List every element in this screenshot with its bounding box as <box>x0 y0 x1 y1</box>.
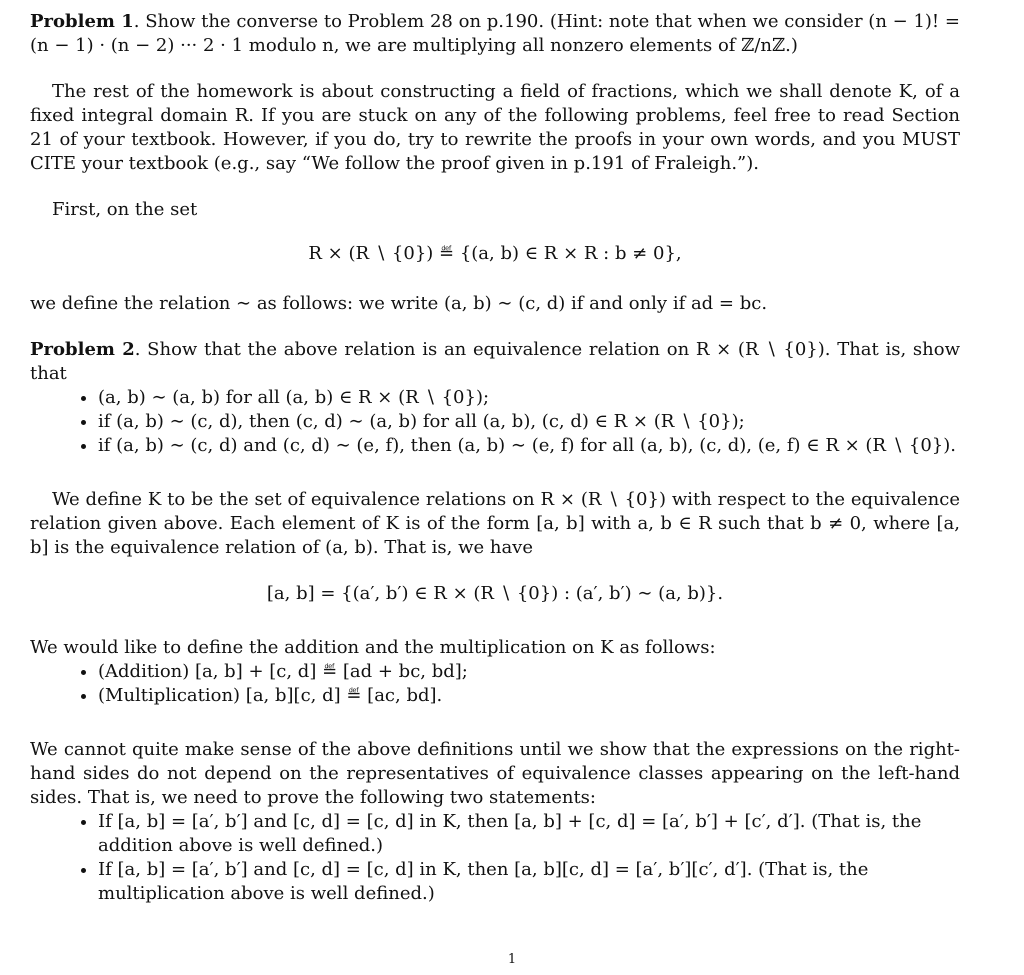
operations-paragraph: We would like to define the addition and the multiplication on K as follows: <box>30 637 716 658</box>
page-number: 1 <box>507 952 517 967</box>
well-defined-list <box>30 810 960 906</box>
relation-definition: we define the relation ∼ as follows: we write (a, b) ∼ (c, d) if and only if ad = bc. <box>30 293 768 314</box>
define-k-paragraph: We define K to be the set of equivalence relations on R × (R ∖ {0}) with respect to the equivalence relation given above. Each element of K is of the form [a, b] with a, b ∈ R such that b ≠ 0, where [a, b] is the equivalence relation of (a, b). That is, we have <box>30 489 960 558</box>
intro-paragraph: The rest of the homework is about constructing a field of fractions, which we shall denote K, of a fixed integral domain R. If you are stuck on any of the following problems, feel free to read Section 21 of your textbook. However, if you do, try to rewrite the proofs in your own words, and you MUST CITE your textbook (e.g., say “We follow the proof given in p.191 of Fraleigh.”). <box>30 81 960 174</box>
problem-2-list <box>30 386 960 458</box>
problem-1-label: Problem 1 <box>30 11 134 32</box>
well-defined-paragraph: We cannot quite make sense of the above definitions until we show that the expressions on the right-hand sides do not depend on the representatives of equivalence classes appearing on the left-hand sides. That is, we need to prove the following two statements: <box>30 739 960 808</box>
set-definition-equation: R × (R ∖ {0}) ≝ {(a, b) ∈ R × R : b ≠ 0}, <box>308 243 682 264</box>
problem-2-label: Problem 2 <box>30 339 135 360</box>
list-item: • If [a, b] = [a′, b′] and [c, d] = [c, d] in K, then [a, b][c, d] = [a′, b′][c′, d′]. (That is, the multiplication above is well defined.) <box>98 858 960 906</box>
problem-1-text: . Show the converse to Problem 28 on p.190. (Hint: note that when we consider (n − 1)! = (n − 1) · (n − 2) ··· 2 · 1 modulo n, we are multiplying all nonzero elements of ℤ/nℤ.) <box>30 11 960 56</box>
first-paragraph: First, on the set <box>52 199 198 220</box>
equivalence-class-equation: [a, b] = {(a′, b′) ∈ R × (R ∖ {0}) : (a′, b′) ∼ (a, b)}. <box>266 583 724 604</box>
problem-1 <box>30 10 960 58</box>
list-item: • If [a, b] = [a′, b′] and [c, d] = [c, d] in K, then [a, b] + [c, d] = [a′, b′] + [c′, d′]. (That is, the addition above is well defined.) <box>98 810 960 858</box>
document-page <box>30 6 960 906</box>
problem-2-text: . Show that the above relation is an equivalence relation on R × (R ∖ {0}). That is, show that <box>30 339 960 384</box>
list-item: • (Multiplication) [a, b][c, d] ≝ [ac, bd]. <box>98 684 960 708</box>
list-item: • (Addition) [a, b] + [c, d] ≝ [ad + bc, bd]; <box>98 660 960 684</box>
list-item: • if (a, b) ∼ (c, d), then (c, d) ∼ (a, b) for all (a, b), (c, d) ∈ R × (R ∖ {0}); <box>98 410 960 434</box>
list-item: • if (a, b) ∼ (c, d) and (c, d) ∼ (e, f), then (a, b) ∼ (e, f) for all (a, b), (c, d), (e, f) ∈ R × (R ∖ {0}). <box>98 434 960 458</box>
list-item: • (a, b) ∼ (a, b) for all (a, b) ∈ R × (R ∖ {0}); <box>98 386 960 410</box>
problem-2 <box>30 338 960 386</box>
operations-list <box>30 660 960 708</box>
